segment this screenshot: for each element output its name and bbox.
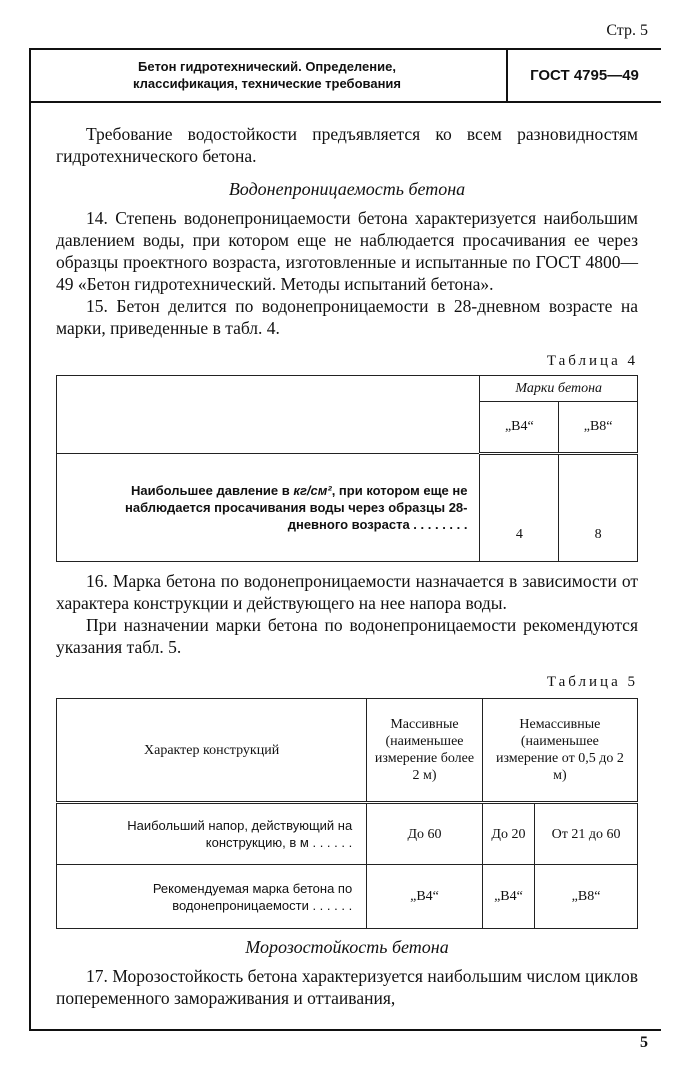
- table-5-row-2-label: Рекомендуемая марка бетона по водонепроницаемости . . . . . .: [57, 865, 367, 929]
- table-5-row-1-nonmassive-b: От 21 до 60: [535, 803, 638, 865]
- page-number-top: Стр. 5: [606, 22, 648, 39]
- header-bottom-rule: [31, 101, 661, 103]
- table-4-group-header: Марки бетона: [480, 376, 638, 402]
- table-5-row-1-massive: До 60: [367, 803, 483, 865]
- header-title-line-2: классификация, технические требования: [133, 76, 401, 91]
- section-heading-water: Водонепроницаемость бетона: [228, 179, 466, 199]
- table-5: [56, 698, 638, 929]
- frame-bottom-rule: [29, 1029, 661, 1031]
- paragraph-16: 16. Марка бетона по водонепроницаемости назначается в зависимости от характера конструкции и действующего на нее напора воды.: [56, 571, 638, 613]
- gost-number: ГОСТ 4795—49: [530, 67, 639, 84]
- header-title-line-1: Бетон гидротехнический. Определение,: [138, 59, 396, 74]
- table-5-row-1-label: Наибольший напор, действующий на конструкцию, в м . . . . . .: [57, 803, 367, 865]
- paragraph-17-block: [56, 965, 638, 1009]
- table-5-header-nonmassive: Немассивные (наименьшее измерение от 0,5 до 2 м): [482, 699, 637, 803]
- table-5-caption: Таблица 5: [546, 674, 638, 690]
- table-4-value-b8: 8: [559, 454, 638, 562]
- table-5-row-2-nonmassive-b: „В8“: [535, 865, 638, 929]
- table-5-row-2-nonmassive-a: „В4“: [482, 865, 534, 929]
- table-4-col-b4: „В4“: [480, 402, 559, 454]
- paragraph-15: 15. Бетон делится по водонепроницаемости в 28-дневном возрасте на марки, приведенные в табл. 4.: [56, 296, 638, 338]
- frame-left-rule: [29, 48, 31, 1031]
- header-title: [31, 58, 503, 92]
- table-5-row-1-nonmassive-a: До 20: [482, 803, 534, 865]
- table-4-empty-header: [57, 376, 480, 454]
- table-4-caption: Таблица 4: [546, 353, 638, 369]
- document-header: [31, 50, 661, 102]
- paragraph-14: 14. Степень водонепроницаемости бетона характеризуется наибольшим давлением воды, при котором еще не наблюдается просачивания ее через образцы проектного возраста, изготовленные и испытанные по ГОСТ 4800—49 «Бетон гидротехнический. Методы испытаний бетона».: [56, 208, 638, 294]
- table-5-header-char: Характер конструкций: [57, 699, 367, 803]
- intro-paragraph: Требование водостойкости предъявляется ко всем разновидностям гидротехнического бетона.: [56, 124, 638, 166]
- paragraph-16-block: [56, 570, 638, 658]
- table-4: [56, 375, 638, 562]
- table-5-row-2-massive: „В4“: [367, 865, 483, 929]
- paragraph-16b: При назначении марки бетона по водонепроницаемости рекомендуются указания табл. 5.: [56, 615, 638, 657]
- page-number-bottom: 5: [640, 1034, 648, 1051]
- table-5-header-massive: Массивные (наименьшее измерение более 2 м): [367, 699, 483, 803]
- section-heading-frost: Морозостойкость бетона: [245, 937, 449, 957]
- table-4-value-b4: 4: [480, 454, 559, 562]
- paragraph-14-block: [56, 207, 638, 339]
- table-4-row-label: Наибольшее давление в кг/см², при котором еще не наблюдается просачивания воды через образцы 28-дневного возраста . . . . . . . .: [57, 454, 480, 562]
- table-4-col-b8: „В8“: [559, 402, 638, 454]
- paragraph-17: 17. Морозостойкость бетона характеризуется наибольшим числом циклов попеременного замораживания и оттаивания,: [56, 966, 638, 1008]
